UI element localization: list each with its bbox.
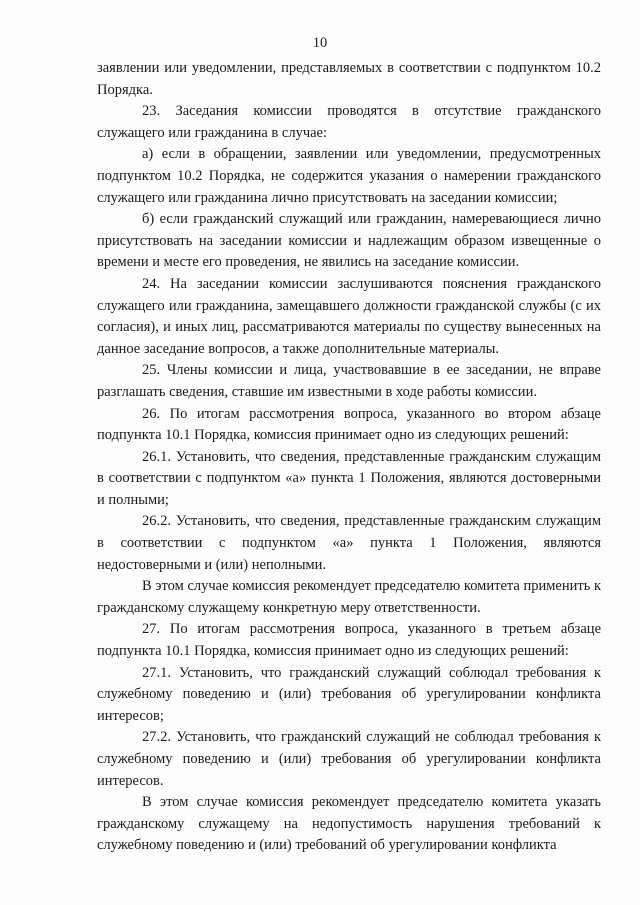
paragraph-23b: б) если гражданский служащий или гражданин, намеревающиеся лично присутствовать на заседании комиссии и надлежащим образом извещенные о времени и месте его проведения, не явились на заседание комиссии.	[97, 211, 601, 271]
document-body	[97, 58, 601, 857]
page-number: 10	[312, 35, 328, 51]
paragraph-26: 26. По итогам рассмотрения вопроса, указанного во втором абзаце подпункта 10.1 Порядка, комиссия принимает одно из следующих решений:	[97, 405, 601, 444]
paragraph-23a: а) если в обращении, заявлении или уведомлении, предусмотренных подпунктом 10.2 Порядка, не содержится указания о намерении гражданского служащего или гражданина лично присутствовать на заседании комиссии;	[97, 146, 601, 206]
paragraph-27: 27. По итогам рассмотрения вопроса, указанного в третьем абзаце подпункта 10.1 Порядка, комиссия принимает одно из следующих решений:	[97, 621, 601, 660]
paragraph-24: 24. На заседании комиссии заслушиваются пояснения гражданского служащего или гражданина, замещавшего должности гражданской службы (с их согласия), и иных лиц, рассматриваются материалы по существу вынесенных на данное заседание вопросов, а также дополнительные материалы.	[97, 275, 601, 357]
paragraph-27-note: В этом случае комиссия рекомендует председателю комитета указать гражданскому служащему на недопустимость нарушения требований к служебному поведению и (или) требований об урегулировании конфликта	[97, 794, 601, 854]
paragraph-23: 23. Заседания комиссии проводятся в отсутствие гражданского служащего или гражданина в случае:	[97, 103, 601, 141]
paragraph-continuation: заявлении или уведомлении, представляемых в соответствии с подпунктом 10.2 Порядка.	[97, 60, 601, 98]
paragraph-26-2: 26.2. Установить, что сведения, представленные гражданским служащим в соответствии с подпунктом «а» пункта 1 Положения, являются недостоверными и (или) неполными.	[97, 513, 601, 573]
paragraph-27-1: 27.1. Установить, что гражданский служащий соблюдал требования к служебному поведению и (или) требования об урегулировании конфликта интересов;	[97, 664, 601, 724]
paragraph-27-2: 27.2. Установить, что гражданский служащий не соблюдал требования к служебному поведению и (или) требования об урегулировании конфликта интересов.	[97, 729, 601, 789]
paragraph-26-note: В этом случае комиссия рекомендует председателю комитета применить к гражданскому служащему конкретную меру ответственности.	[97, 578, 601, 616]
paragraph-26-1: 26.1. Установить, что сведения, представленные гражданским служащим в соответствии с подпунктом «а» пункта 1 Положения, являются достоверными и полными;	[97, 448, 601, 508]
paragraph-25: 25. Члены комиссии и лица, участвовавшие в ее заседании, не вправе разглашать сведения, ставшие им известными в ходе работы комиссии.	[97, 362, 601, 400]
